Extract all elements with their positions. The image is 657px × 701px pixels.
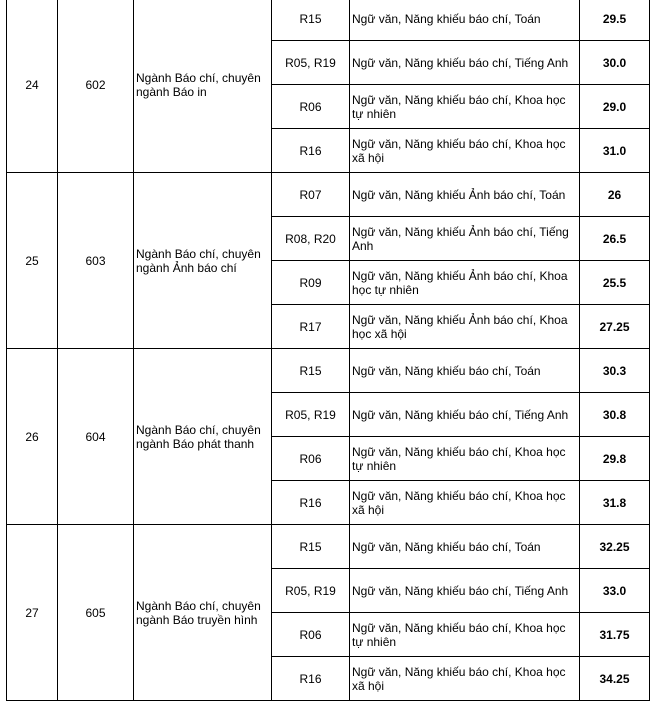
admission-score: 26.5 [580, 217, 650, 261]
subject-combination: Ngữ văn, Năng khiếu báo chí, Tiếng Anh [350, 41, 580, 85]
major-code: 604 [58, 349, 134, 525]
subject-combination: Ngữ văn, Năng khiếu Ảnh báo chí, Khoa học tự nhiên [350, 261, 580, 305]
major-name: Ngành Báo chí, chuyên ngành Báo truyền hình [134, 525, 272, 701]
major-name: Ngành Báo chí, chuyên ngành Ảnh báo chí [134, 173, 272, 349]
major-code: 603 [58, 173, 134, 349]
combo-code: R08, R20 [272, 217, 350, 261]
admission-score: 30.3 [580, 349, 650, 393]
row-number: 26 [7, 349, 58, 525]
admission-score: 30.0 [580, 41, 650, 85]
admission-score: 33.0 [580, 569, 650, 613]
major-code: 605 [58, 525, 134, 701]
admission-score: 25.5 [580, 261, 650, 305]
subject-combination: Ngữ văn, Năng khiếu Ảnh báo chí, Tiếng Anh [350, 217, 580, 261]
combo-code: R06 [272, 613, 350, 657]
admission-score: 29.0 [580, 85, 650, 129]
subject-combination: Ngữ văn, Năng khiếu báo chí, Toán [350, 0, 580, 41]
subject-combination: Ngữ văn, Năng khiếu báo chí, Khoa học xã hội [350, 657, 580, 701]
combo-code: R06 [272, 437, 350, 481]
admission-score-table [6, 0, 650, 701]
combo-code: R07 [272, 173, 350, 217]
combo-code: R15 [272, 0, 350, 41]
admission-score: 26 [580, 173, 650, 217]
admission-score: 29.8 [580, 437, 650, 481]
admission-score: 34.25 [580, 657, 650, 701]
admission-score: 30.8 [580, 393, 650, 437]
subject-combination: Ngữ văn, Năng khiếu báo chí, Khoa học xã hội [350, 481, 580, 525]
row-number: 27 [7, 525, 58, 701]
combo-code: R15 [272, 525, 350, 569]
table-row [7, 0, 650, 41]
combo-code: R16 [272, 481, 350, 525]
subject-combination: Ngữ văn, Năng khiếu báo chí, Khoa học tự nhiên [350, 613, 580, 657]
major-name: Ngành Báo chí, chuyên ngành Báo in [134, 0, 272, 173]
row-number: 24 [7, 0, 58, 173]
subject-combination: Ngữ văn, Năng khiếu Ảnh báo chí, Toán [350, 173, 580, 217]
subject-combination: Ngữ văn, Năng khiếu báo chí, Khoa học tự nhiên [350, 437, 580, 481]
table-row [7, 349, 650, 393]
subject-combination: Ngữ văn, Năng khiếu báo chí, Tiếng Anh [350, 569, 580, 613]
combo-code: R05, R19 [272, 569, 350, 613]
subject-combination: Ngữ văn, Năng khiếu báo chí, Tiếng Anh [350, 393, 580, 437]
subject-combination: Ngữ văn, Năng khiếu báo chí, Toán [350, 349, 580, 393]
table-row [7, 525, 650, 569]
major-code: 602 [58, 0, 134, 173]
admission-score: 31.75 [580, 613, 650, 657]
admission-score: 31.0 [580, 129, 650, 173]
subject-combination: Ngữ văn, Năng khiếu Ảnh báo chí, Khoa học xã hội [350, 305, 580, 349]
admission-score: 27.25 [580, 305, 650, 349]
combo-code: R16 [272, 129, 350, 173]
admission-score: 31.8 [580, 481, 650, 525]
row-number: 25 [7, 173, 58, 349]
combo-code: R06 [272, 85, 350, 129]
subject-combination: Ngữ văn, Năng khiếu báo chí, Toán [350, 525, 580, 569]
admission-score: 32.25 [580, 525, 650, 569]
subject-combination: Ngữ văn, Năng khiếu báo chí, Khoa học tự nhiên [350, 85, 580, 129]
combo-code: R05, R19 [272, 393, 350, 437]
combo-code: R16 [272, 657, 350, 701]
combo-code: R05, R19 [272, 41, 350, 85]
combo-code: R09 [272, 261, 350, 305]
combo-code: R17 [272, 305, 350, 349]
table-row [7, 173, 650, 217]
subject-combination: Ngữ văn, Năng khiếu báo chí, Khoa học xã hội [350, 129, 580, 173]
combo-code: R15 [272, 349, 350, 393]
major-name: Ngành Báo chí, chuyên ngành Báo phát thanh [134, 349, 272, 525]
admission-score: 29.5 [580, 0, 650, 41]
